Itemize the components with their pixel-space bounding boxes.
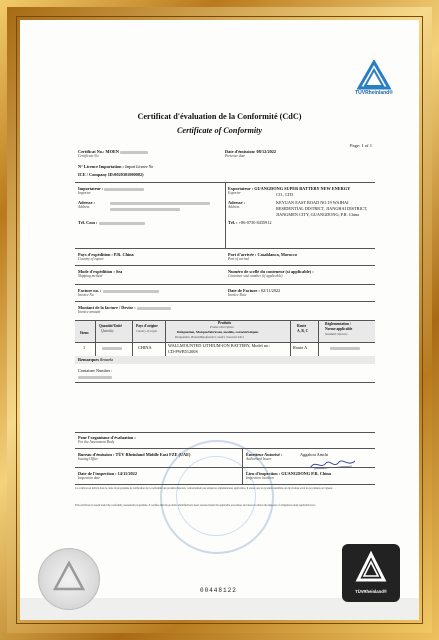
header-item: Item xyxy=(80,330,89,335)
header-product-detail: Désignation, Marque/fabricant, modèle, caractéristiques xyxy=(177,330,259,334)
port-of-arrival: Port d'arrivée : Casablanca, Morocco xyxy=(228,252,298,257)
header-origin-sub: Country of origin xyxy=(136,329,158,333)
invoice-number-sub: Invoice No. xyxy=(78,293,95,297)
header-product-sub: Product description xyxy=(210,325,234,329)
inspection-date: Date de l'inspection : 14/11/2022 xyxy=(78,471,137,476)
exporter-tel: Tél. : +86-0750 8435912 xyxy=(228,220,272,225)
issuing-office: Bureau d'émission : TÜV Rheinland Middle East FZE (UAE) xyxy=(78,452,191,457)
importer-address-sub: Address xyxy=(78,205,90,209)
divider-vertical xyxy=(242,448,243,484)
divider xyxy=(75,448,375,449)
table-row-quantity xyxy=(102,345,122,350)
table-col xyxy=(132,320,133,356)
importer-tel: Tél. Com : xyxy=(78,220,145,225)
assessment-body-sub: For the Assessment Body xyxy=(78,440,115,444)
importer-address-redacted-2 xyxy=(110,206,180,211)
exporter-value-2: CO., LTD xyxy=(276,192,294,197)
importer-address-redacted xyxy=(110,200,210,205)
tuv-logo-top xyxy=(350,60,398,96)
divider-vertical xyxy=(225,182,226,248)
remarks-band xyxy=(75,356,375,364)
header-route: Route xyxy=(297,324,307,328)
table-col xyxy=(95,320,96,356)
serial-number: 00448122 xyxy=(200,587,237,594)
watermark-seal-inner xyxy=(176,456,256,536)
country-of-export-sub: Country of export xyxy=(78,257,104,261)
tuv-triangle-icon xyxy=(39,549,99,609)
header-product: Produits xyxy=(218,321,232,325)
header-quantity: Quantité/Unité xyxy=(99,324,122,328)
remarks-label: Remarques Remarks xyxy=(78,357,114,362)
table-col xyxy=(290,320,291,356)
inspection-location: Lieu d'inspection : GUANGDONG P.R. China xyxy=(246,471,331,476)
header-regulation: Réglementation / xyxy=(325,322,352,326)
inspection-date-sub: Inspection date xyxy=(78,476,101,480)
assessment-body-label: Pour l'organisme d'évaluation : xyxy=(78,435,136,440)
exporter-sub: Exporter xyxy=(228,191,241,195)
remarks-bottom xyxy=(75,382,375,383)
divider xyxy=(75,467,375,468)
import-licence: N° Licence Importation : Import Licence No xyxy=(78,164,154,169)
header-origin: Pays d'origine xyxy=(136,324,158,328)
table-row-product-1: WALLMOUNTED LITHIUM-ION BATTERY, Model no.: xyxy=(168,343,271,348)
table-col xyxy=(318,320,319,356)
tuv-triangle-icon xyxy=(357,60,391,90)
divider xyxy=(75,265,375,266)
embossed-seal xyxy=(38,548,100,610)
title-english: Certificate of Conformity xyxy=(176,126,263,135)
tuv-triangle-icon xyxy=(342,544,400,590)
header-route-sub: A, B, C xyxy=(297,329,309,333)
inspection-location-sub: Inspection location xyxy=(246,476,274,480)
authorized-issuer-sub: Authorized Issuer xyxy=(246,457,272,461)
issuing-office-sub: Issuing Office xyxy=(78,457,99,461)
redacted-value xyxy=(120,151,148,154)
table-row-route: Route A xyxy=(293,345,308,350)
title-french: Certificat d'évaluation de la Conformité (CdC) xyxy=(137,112,302,121)
container-number-label: Container Number : xyxy=(78,368,113,373)
exporter-address-2: RESIDENTIAL DISTRICT, JIANGHAI DISTRICT, xyxy=(276,206,368,211)
divider xyxy=(75,484,375,485)
certificate-number: Certificat No.: MOEN xyxy=(78,149,148,154)
redacted-value xyxy=(104,188,144,191)
certificate-paper xyxy=(20,20,419,620)
exporter-label: Exportateur : GUANGDONG SUPER BATTERY NEW ENERGY xyxy=(228,186,351,191)
importer-address-label: Adresse : xyxy=(78,200,95,205)
tuv-logo-caption: TÜVRheinland® xyxy=(355,90,393,96)
port-of-arrival-sub: Port of arrival xyxy=(228,257,249,261)
importer-label: Importateur : xyxy=(78,186,144,191)
divider xyxy=(75,284,375,285)
header-regulation-2: Norme applicable xyxy=(325,327,353,331)
header-quantity-sub: Quantity xyxy=(101,329,114,333)
exporter-address-sub: Address xyxy=(228,205,240,209)
certificate-number-sub: Certificate No. xyxy=(78,154,100,158)
invoice-date-sub: Invoice Date xyxy=(228,293,247,297)
table-row-product-2: CD-PWB51200S xyxy=(168,349,198,354)
invoice-amount: Montant de la facture / Devise : xyxy=(78,305,171,310)
page-number: Page: 1 of 1 xyxy=(350,143,373,148)
divider xyxy=(75,301,375,302)
shipping-method-sub: Shipping method xyxy=(78,274,103,278)
tuv-logo-bottom-caption: TÜVRheinland® xyxy=(355,589,387,594)
table-row-item: 1 xyxy=(83,345,86,350)
exporter-address-1: KEYUAN EAST ROAD NO.19 WAIHAI xyxy=(276,200,349,205)
ice-company-id: ICE / Company ID:0020301000082) xyxy=(78,172,144,177)
table-col xyxy=(165,320,166,356)
authorized-issuer-name: Aggabou Amchi xyxy=(300,452,329,457)
container-seal-number-sub: Container seal number (if applicable) xyxy=(228,274,283,278)
divider xyxy=(75,248,375,249)
signature-icon xyxy=(308,457,358,471)
invoice-amount-sub: Invoice amount xyxy=(78,310,101,314)
exporter-address-label: Adresse : xyxy=(228,200,245,205)
divider xyxy=(75,432,375,433)
fine-print-french: Ce certificat est délivré dans le cadre du programme de vérification de la conformité des produits importés, conformément aux exigences réglementaires applicables. Il atteste que les produits identifiés ont été évalués selon les procédures en vigueur. xyxy=(75,487,333,490)
shipping-method: Mode d'expédition : Sea xyxy=(78,269,123,274)
authorized-issuer-label: Émetteur Autorisé : xyxy=(246,452,283,457)
exporter-address-3: JIANGMEN CITY, GUANGDONG, P.R. China xyxy=(276,212,359,217)
issue-date-sub: Presence date xyxy=(225,154,246,158)
table-row-origin: CHINA xyxy=(138,345,152,350)
fine-print-english: This certificate is issued under the conformity assessment programme. It certifies that the products identified have been assessed under the applicable procedures and does not relieve the importer of obligations under applicable laws. xyxy=(75,504,316,507)
issue-date: Date d'émission: 08/12/2022 xyxy=(225,149,277,154)
invoice-date: Date de Facture : 02/11/2022 xyxy=(228,288,281,293)
container-number-value xyxy=(78,374,112,379)
importer-sub: Importer xyxy=(78,191,91,195)
header-regulation-sub: Standard reference xyxy=(325,332,348,336)
header-product-detail-sub: Designation, Brand/Manufacturer, model, characteristics xyxy=(175,335,244,339)
table-row-standard xyxy=(330,345,360,350)
container-seal-number: Numéro de scellé du conteneur (si applicable) : xyxy=(228,269,314,274)
country-of-export: Pays d'expédition : P.R. China xyxy=(78,252,134,257)
invoice-number: Facture no. : xyxy=(78,288,159,293)
